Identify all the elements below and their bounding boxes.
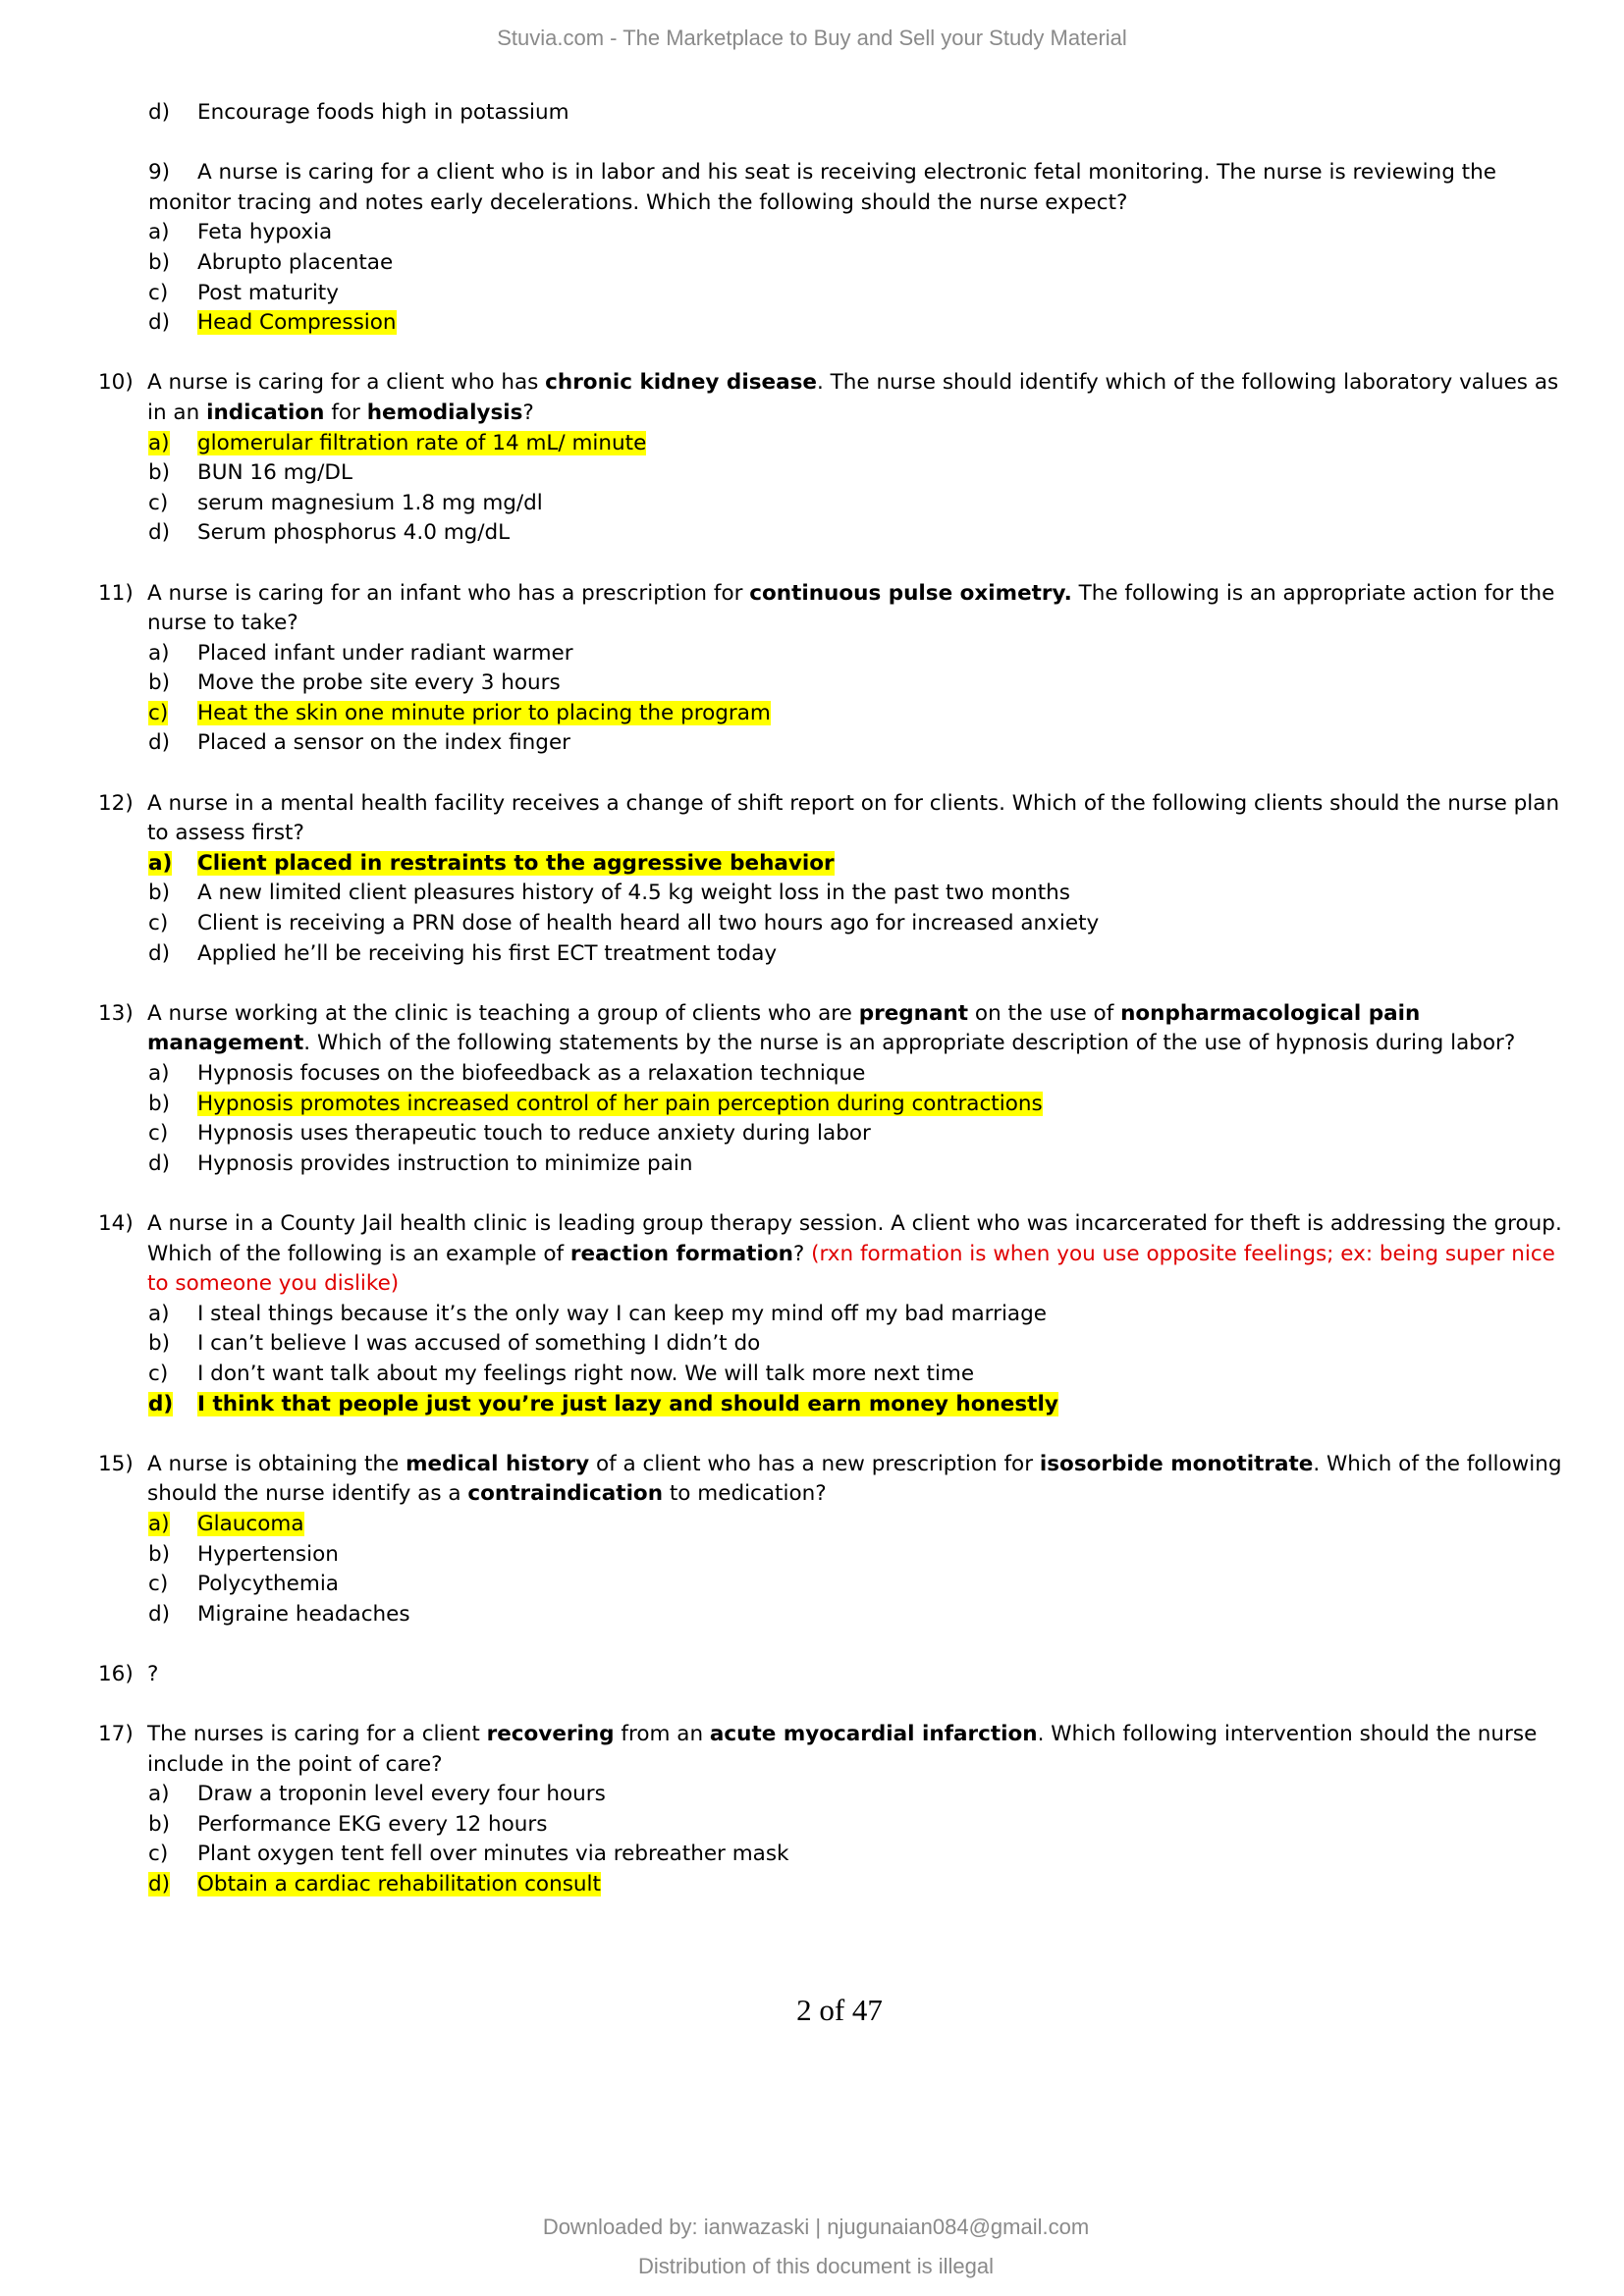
question-text: A nurse in a mental health facility receives a change of shift report on for clients. Which of the following clients should the nurse plan to assess first? xyxy=(147,790,1560,846)
study-note: (rxn formation is when you use opposite feelings; ex: being super nice to someone you dislike) xyxy=(147,1241,1555,1297)
q17-option-d xyxy=(98,1870,1581,1900)
option-label: d) xyxy=(148,1601,171,1627)
stuvia-header: Stuvia.com - The Marketplace to Buy and Sell your Study Material xyxy=(497,26,1127,50)
option-text: Placed a sensor on the index finger xyxy=(197,730,571,756)
q17-option-a xyxy=(98,1780,1581,1810)
option-text-highlighted: Hypnosis promotes increased control of her pain perception during contractions xyxy=(197,1091,1043,1116)
q12-option-a xyxy=(98,849,1581,880)
option-label: c) xyxy=(148,1842,169,1867)
option-text: Polycythemia xyxy=(197,1572,339,1597)
option-text: serum magnesium 1.8 mg mg/dl xyxy=(197,490,543,515)
option-label: b) xyxy=(148,670,171,696)
option-text: I can’t believe I was accused of something I didn’t do xyxy=(197,1331,761,1357)
page-number: 2 of 47 xyxy=(796,1993,883,2027)
question-number: 11) xyxy=(98,580,134,606)
option-label: b) xyxy=(148,460,171,486)
option-label: a) xyxy=(148,1061,170,1086)
option-text: Applied he’ll be receiving his first ECT treatment today xyxy=(197,940,778,966)
option-text: Performance EKG every 12 hours xyxy=(197,1811,548,1837)
question-number: 13) xyxy=(98,1000,134,1026)
q14-option-b xyxy=(98,1329,1581,1360)
option-label: c) xyxy=(148,700,169,725)
q10-option-b xyxy=(98,458,1581,489)
q9-option-b xyxy=(98,248,1581,279)
option-label: a) xyxy=(148,1301,170,1326)
option-text: Hypnosis focuses on the biofeedback as a relaxation technique xyxy=(197,1061,866,1086)
option-text-highlighted: Head Compression xyxy=(197,310,397,336)
option-text-highlighted: Glaucoma xyxy=(197,1511,304,1536)
question-text: A nurse is caring for a client who is in labor and his seat is receiving electronic fetal monitoring. The nurse is reviewing the monitor tracing and notes early decelerations. Which the following should the nurse expect? xyxy=(148,160,1496,215)
option-text: Placed infant under radiant warmer xyxy=(197,640,573,666)
q10-option-d xyxy=(98,518,1581,549)
q10-option-a xyxy=(98,429,1581,459)
q13-option-b xyxy=(98,1090,1581,1120)
option-label: a) xyxy=(148,1782,170,1807)
option-text: Post maturity xyxy=(197,280,339,305)
q14-option-c xyxy=(98,1360,1581,1390)
option-text: I steal things because it’s the only way I can keep my mind off my bad marriage xyxy=(197,1301,1047,1326)
question-text: A nurse is obtaining the medical history of a client who has a new prescription for isosorbide monotitrate. Which of the following should the nurse identify as a contraindication to medication? xyxy=(147,1451,1562,1507)
q10-option-c xyxy=(98,489,1581,519)
q12-option-d xyxy=(98,939,1581,970)
q8-option-d xyxy=(98,98,1581,129)
question-text: The nurses is caring for a client recovering from an acute myocardial infarction. Which following intervention should the nurse include in the point of care? xyxy=(147,1722,1538,1777)
option-text: Hypnosis uses therapeutic touch to reduce anxiety during labor xyxy=(197,1121,871,1147)
q14-stem xyxy=(98,1209,1581,1300)
q17-stem xyxy=(98,1720,1581,1780)
document-content xyxy=(98,98,1581,1900)
option-label: d) xyxy=(148,730,171,756)
question-text: A nurse is caring for a client who has chronic kidney disease. The nurse should identify which of the following laboratory values as in an indication for hemodialysis? xyxy=(147,370,1559,425)
question-text: A nurse in a County Jail health clinic is leading group therapy session. A client who was incarcerated for theft is addressing the group. Which of the following is an example of reaction formation? (rxn formation is when you use opposite feelings; ex: being super nice to someone you dislike) xyxy=(147,1210,1562,1297)
q17-option-b xyxy=(98,1810,1581,1841)
option-label: d) xyxy=(148,310,171,336)
q11-option-d xyxy=(98,728,1581,759)
q9-option-a xyxy=(98,218,1581,248)
option-text-highlighted: glomerular filtration rate of 14 mL/ minute xyxy=(197,430,647,455)
q13-stem xyxy=(98,999,1581,1059)
option-label: c) xyxy=(148,1572,169,1597)
q14-option-a xyxy=(98,1300,1581,1330)
question-number: 16) xyxy=(98,1661,134,1686)
option-label: b) xyxy=(148,1811,171,1837)
question-number: 14) xyxy=(98,1210,134,1236)
q17-option-c xyxy=(98,1840,1581,1870)
option-label: d) xyxy=(148,940,171,966)
question-number: 17) xyxy=(98,1722,134,1747)
option-label: b) xyxy=(148,249,171,275)
option-text: Hypnosis provides instruction to minimize pain xyxy=(197,1150,693,1176)
option-text: Serum phosphorus 4.0 mg/dL xyxy=(197,520,511,546)
question-text: ? xyxy=(147,1661,159,1686)
option-label: c) xyxy=(148,1361,169,1386)
question-number: 12) xyxy=(98,790,134,816)
q10-stem xyxy=(98,368,1581,428)
option-text: A new limited client pleasures history of 4.5 kg weight loss in the past two months xyxy=(197,881,1070,906)
option-text: Abrupto placentae xyxy=(197,249,394,275)
q15-option-d xyxy=(98,1600,1581,1630)
option-label: c) xyxy=(148,1121,169,1147)
option-text: Move the probe site every 3 hours xyxy=(197,670,561,696)
option-text: Feta hypoxia xyxy=(197,220,333,245)
option-label: b) xyxy=(148,1541,171,1567)
option-label: d) xyxy=(148,1872,171,1897)
q15-option-c xyxy=(98,1570,1581,1600)
option-text-highlighted: Heat the skin one minute prior to placing the program xyxy=(197,700,771,725)
q11-option-b xyxy=(98,668,1581,699)
option-text-highlighted: Client placed in restraints to the aggressive behavior xyxy=(197,850,835,876)
option-label: b) xyxy=(148,1091,171,1116)
q14-option-d xyxy=(98,1390,1581,1420)
option-text-highlighted: Obtain a cardiac rehabilitation consult xyxy=(197,1872,601,1897)
q13-option-c xyxy=(98,1119,1581,1149)
option-label: d) xyxy=(148,100,171,125)
q11-stem xyxy=(98,579,1581,639)
option-label: c) xyxy=(148,280,169,305)
option-label: d) xyxy=(148,520,171,546)
question-text: A nurse is caring for an infant who has a prescription for continuous pulse oximetry. The following is an appropriate action for the nurse to take? xyxy=(147,580,1555,636)
q15-option-b xyxy=(98,1540,1581,1571)
option-label: d) xyxy=(148,1391,174,1416)
q11-option-c xyxy=(98,699,1581,729)
option-text: BUN 16 mg/DL xyxy=(197,460,352,486)
q12-stem xyxy=(98,789,1581,849)
option-label: d) xyxy=(148,1150,171,1176)
option-text: Encourage foods high in potassium xyxy=(197,100,569,125)
question-number: 10) xyxy=(98,370,134,396)
q13-option-d xyxy=(98,1149,1581,1180)
q12-option-b xyxy=(98,879,1581,909)
option-label: a) xyxy=(148,640,170,666)
q9-option-d xyxy=(98,308,1581,339)
q11-option-a xyxy=(98,639,1581,669)
question-number: 15) xyxy=(98,1451,134,1476)
q15-option-a xyxy=(98,1510,1581,1540)
option-label: c) xyxy=(148,911,169,936)
option-label: a) xyxy=(148,1511,170,1536)
q9-option-c xyxy=(98,279,1581,309)
option-text: Hypertension xyxy=(197,1541,339,1567)
option-text: Client is receiving a PRN dose of health heard all two hours ago for increased anxiety xyxy=(197,911,1100,936)
question-text: A nurse working at the clinic is teaching a group of clients who are pregnant on the use of nonpharmacological pain management. Which of the following statements by the nurse is an appropriate description of the use of hypnosis during labor? xyxy=(147,1000,1516,1056)
download-footer: Downloaded by: ianwazaski | njugunaian084@gmail.com xyxy=(542,2215,1090,2239)
option-label: b) xyxy=(148,881,171,906)
option-label: b) xyxy=(148,1331,171,1357)
option-text: Migraine headaches xyxy=(197,1601,410,1627)
option-text-highlighted: I think that people just you’re just lazy and should earn money honestly xyxy=(197,1391,1058,1416)
option-text: Plant oxygen tent fell over minutes via rebreather mask xyxy=(197,1842,789,1867)
option-text: I don’t want talk about my feelings right now. We will talk more next time xyxy=(197,1361,975,1386)
distribution-footer: Distribution of this document is illegal xyxy=(638,2254,994,2278)
q13-option-a xyxy=(98,1059,1581,1090)
q12-option-c xyxy=(98,909,1581,939)
option-text: Draw a troponin level every four hours xyxy=(197,1782,606,1807)
q9-stem xyxy=(98,158,1581,218)
q15-stem xyxy=(98,1450,1581,1510)
question-number: 9) xyxy=(148,160,171,186)
option-label: a) xyxy=(148,850,173,876)
q16-stem xyxy=(98,1660,1581,1690)
option-label: c) xyxy=(148,490,169,515)
option-label: a) xyxy=(148,430,170,455)
option-label: a) xyxy=(148,220,170,245)
